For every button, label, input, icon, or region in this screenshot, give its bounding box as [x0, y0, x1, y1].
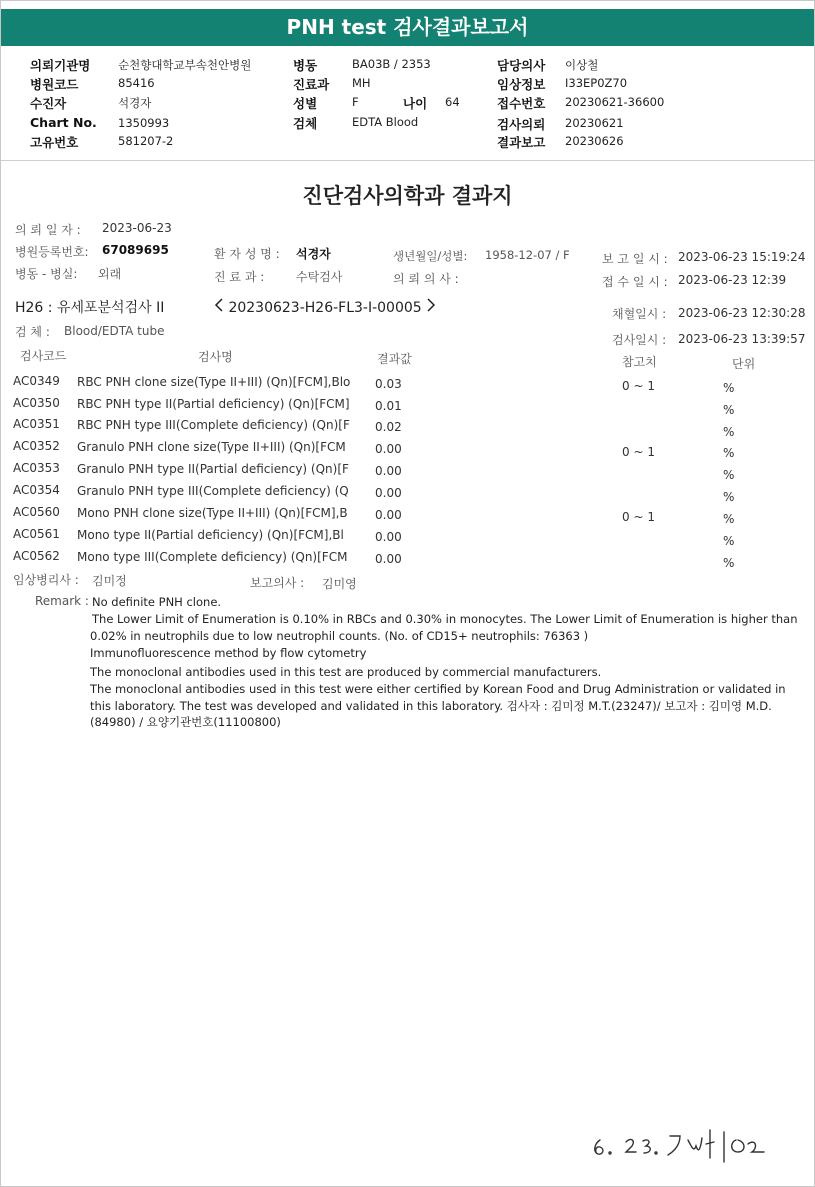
unit-cell: % [723, 381, 735, 395]
test-name-cell: Mono type II(Partial deficiency) (Qn)[FCM],Bl [77, 528, 344, 542]
dept-value: 수탁검사 [296, 270, 343, 284]
reference-range-cell: 0 ~ 1 [622, 379, 655, 393]
reference-range-cell: 0 ~ 1 [622, 445, 655, 459]
unit-cell: % [723, 490, 735, 504]
test-code-cell: AC0561 [13, 527, 60, 541]
department-value: MH [352, 76, 371, 90]
result-value-cell: 0.00 [375, 508, 402, 522]
unit-cell: % [723, 468, 735, 482]
remark-line: this laboratory. The test was developed and validated in this laboratory. 검사자 : 김미정 M.T.(23247)/ 보고자 : 김미영 M.D. [90, 699, 772, 713]
test-code-cell: AC0354 [13, 483, 60, 497]
test-code-cell: AC0349 [13, 374, 60, 388]
result-value-cell: 0.00 [375, 486, 402, 500]
unit-cell: % [723, 403, 735, 417]
chart-no-label: Chart No. [30, 115, 97, 130]
unit-cell: % [723, 425, 735, 439]
remark-line: The Lower Limit of Enumeration is 0.10% in RBCs and 0.30% in monocytes. The Lower Limit of Enumeration is higher than [92, 612, 798, 626]
remark-line: (84980) / 요양기관번호(11100800) [90, 715, 281, 729]
tech-label: 임상병리사 : [13, 573, 79, 587]
test-code-cell: AC0353 [13, 461, 60, 475]
patient-value: 석경자 [118, 96, 152, 110]
col-header-code: 검사코드 [20, 349, 67, 363]
test-code-cell: AC0560 [13, 505, 60, 519]
reg-no-label: 병원등록번호: [15, 245, 89, 259]
unit-cell: % [723, 512, 735, 526]
test-time-label: 검사일시 : [612, 333, 667, 347]
chevron-left-icon[interactable] [214, 298, 224, 316]
report-time-label: 보 고 일 시 : [602, 252, 668, 266]
receipt-time-value: 2023-06-23 12:39 [678, 273, 787, 287]
reporting-doctor-label: 보고의사 : [250, 576, 305, 590]
patient-name-value: 석경자 [296, 247, 331, 261]
chart-no-value: 1350993 [118, 116, 170, 130]
attending-doctor-label: 담당의사 [497, 58, 546, 73]
patient-label: 수진자 [30, 96, 67, 111]
reporting-doctor-value: 김미영 [322, 577, 357, 591]
unique-no-label: 고유번호 [30, 135, 79, 150]
result-value-cell: 0.01 [375, 399, 402, 413]
test-code-cell: AC0351 [13, 417, 60, 431]
report-time-value: 2023-06-23 15:19:24 [678, 250, 806, 264]
request-date-label: 의 뢰 일 자 : [15, 223, 81, 237]
result-value-cell: 0.00 [375, 442, 402, 456]
reference-range-cell: 0 ~ 1 [622, 510, 655, 524]
department-label: 진료과 [293, 77, 330, 92]
test-group-label: H26 : 유세포분석검사 II [15, 300, 165, 316]
test-time-value: 2023-06-23 13:39:57 [678, 332, 806, 346]
hospital-code-label: 병원코드 [30, 77, 79, 92]
specimen-type-value: EDTA Blood [352, 115, 419, 129]
chevron-right-icon[interactable] [426, 298, 436, 316]
receipt-no-label: 접수번호 [497, 96, 546, 111]
birth-label: 생년월일/성별: [393, 249, 468, 263]
col-header-name: 검사명 [198, 350, 233, 364]
birth-value: 1958-12-07 / F [485, 248, 570, 262]
request-date-value: 2023-06-23 [102, 221, 172, 235]
specimen-value: Blood/EDTA tube [64, 324, 165, 338]
receipt-time-label: 접 수 일 시 : [602, 275, 668, 289]
report-banner-title: PNH test 검사결과보고서 [1, 9, 814, 46]
result-value-cell: 0.00 [375, 464, 402, 478]
sex-value: F [352, 95, 359, 109]
header-divider [1, 160, 814, 161]
test-name-cell: Mono PNH clone size(Type II+III) (Qn)[FCM],B [77, 506, 348, 520]
unit-cell: % [723, 446, 735, 460]
ward-label: 병동 [293, 58, 318, 73]
result-report-value: 20230626 [565, 134, 624, 148]
report-title: 진단검사의학과 결과지 [302, 184, 513, 208]
test-name-cell: Mono type III(Complete deficiency) (Qn)[FCM [77, 550, 348, 564]
remark-line: Immunofluorescence method by flow cytometry [90, 646, 367, 660]
ward-value: BA03B / 2353 [352, 57, 431, 71]
reg-no-value: 67089695 [102, 243, 169, 257]
dept-label: 진 료 과 : [214, 270, 265, 284]
collect-time-label: 채혈일시 : [612, 307, 667, 321]
test-name-cell: Granulo PNH clone size(Type II+III) (Qn)[FCM [77, 440, 346, 454]
result-value-cell: 0.02 [375, 420, 402, 434]
request-doctor-label: 의 뢰 의 사 : [393, 272, 459, 286]
institution-value: 순천향대학교부속천안병원 [118, 58, 252, 72]
test-request-value: 20230621 [565, 116, 624, 130]
clinical-info-label: 임상정보 [497, 77, 546, 92]
unit-cell: % [723, 534, 735, 548]
test-code-cell: AC0350 [13, 396, 60, 410]
test-code-cell: AC0562 [13, 549, 60, 563]
clinical-info-value: I33EP0Z70 [565, 76, 628, 90]
sex-label: 성별 [293, 96, 318, 111]
specimen-type-label: 검체 [293, 116, 318, 131]
result-value-cell: 0.00 [375, 552, 402, 566]
remark-line: The monoclonal antibodies used in this test were either certified by Korean Food and Drug Administration or validated in [90, 682, 786, 696]
ward-room-value: 외래 [98, 267, 122, 281]
ward-room-label: 병동 - 병실: [15, 267, 78, 281]
collect-time-value: 2023-06-23 12:30:28 [678, 306, 806, 320]
test-request-label: 검사의뢰 [497, 117, 546, 132]
handwritten-signature [588, 1118, 788, 1172]
remark-label: Remark : [35, 594, 89, 608]
attending-doctor-value: 이상철 [565, 58, 599, 72]
specimen-label: 검 체 : [15, 325, 50, 339]
patient-name-label: 환 자 성 명 : [214, 247, 280, 261]
test-name-cell: Granulo PNH type II(Partial deficiency) (Qn)[F [77, 462, 349, 476]
institution-label: 의뢰기관명 [30, 58, 91, 73]
test-code-cell: AC0352 [13, 439, 60, 453]
result-value-cell: 0.00 [375, 530, 402, 544]
test-name-cell: Granulo PNH type III(Complete deficiency) (Q [77, 484, 349, 498]
col-header-ref: 참고치 [622, 355, 657, 369]
remark-line: No definite PNH clone. [92, 595, 222, 609]
test-name-cell: RBC PNH type III(Complete deficiency) (Qn)[F [77, 418, 350, 432]
unique-no-value: 581207-2 [118, 134, 174, 148]
age-value: 64 [445, 95, 460, 109]
accession-number: 20230623-H26-FL3-I-00005 [228, 300, 422, 316]
accession-nav[interactable] [214, 298, 436, 316]
age-label: 나이 [403, 96, 428, 111]
unit-cell: % [723, 556, 735, 570]
remark-line: The monoclonal antibodies used in this test are produced by commercial manufacturers. [90, 665, 602, 679]
result-value-cell: 0.03 [375, 377, 402, 391]
remark-line: 0.02% in neutrophils due to low neutrophil counts. (No. of CD15+ neutrophils: 76363 ) [90, 629, 589, 643]
hospital-code-value: 85416 [118, 76, 155, 90]
tech-value: 김미정 [92, 574, 127, 588]
test-name-cell: RBC PNH clone size(Type II+III) (Qn)[FCM],Blo [77, 375, 351, 389]
col-header-result: 결과값 [377, 352, 412, 366]
test-name-cell: RBC PNH type II(Partial deficiency) (Qn)[FCM] [77, 397, 350, 411]
col-header-unit: 단위 [732, 357, 756, 371]
receipt-no-value: 20230621-36600 [565, 95, 665, 109]
result-report-label: 결과보고 [497, 135, 546, 150]
